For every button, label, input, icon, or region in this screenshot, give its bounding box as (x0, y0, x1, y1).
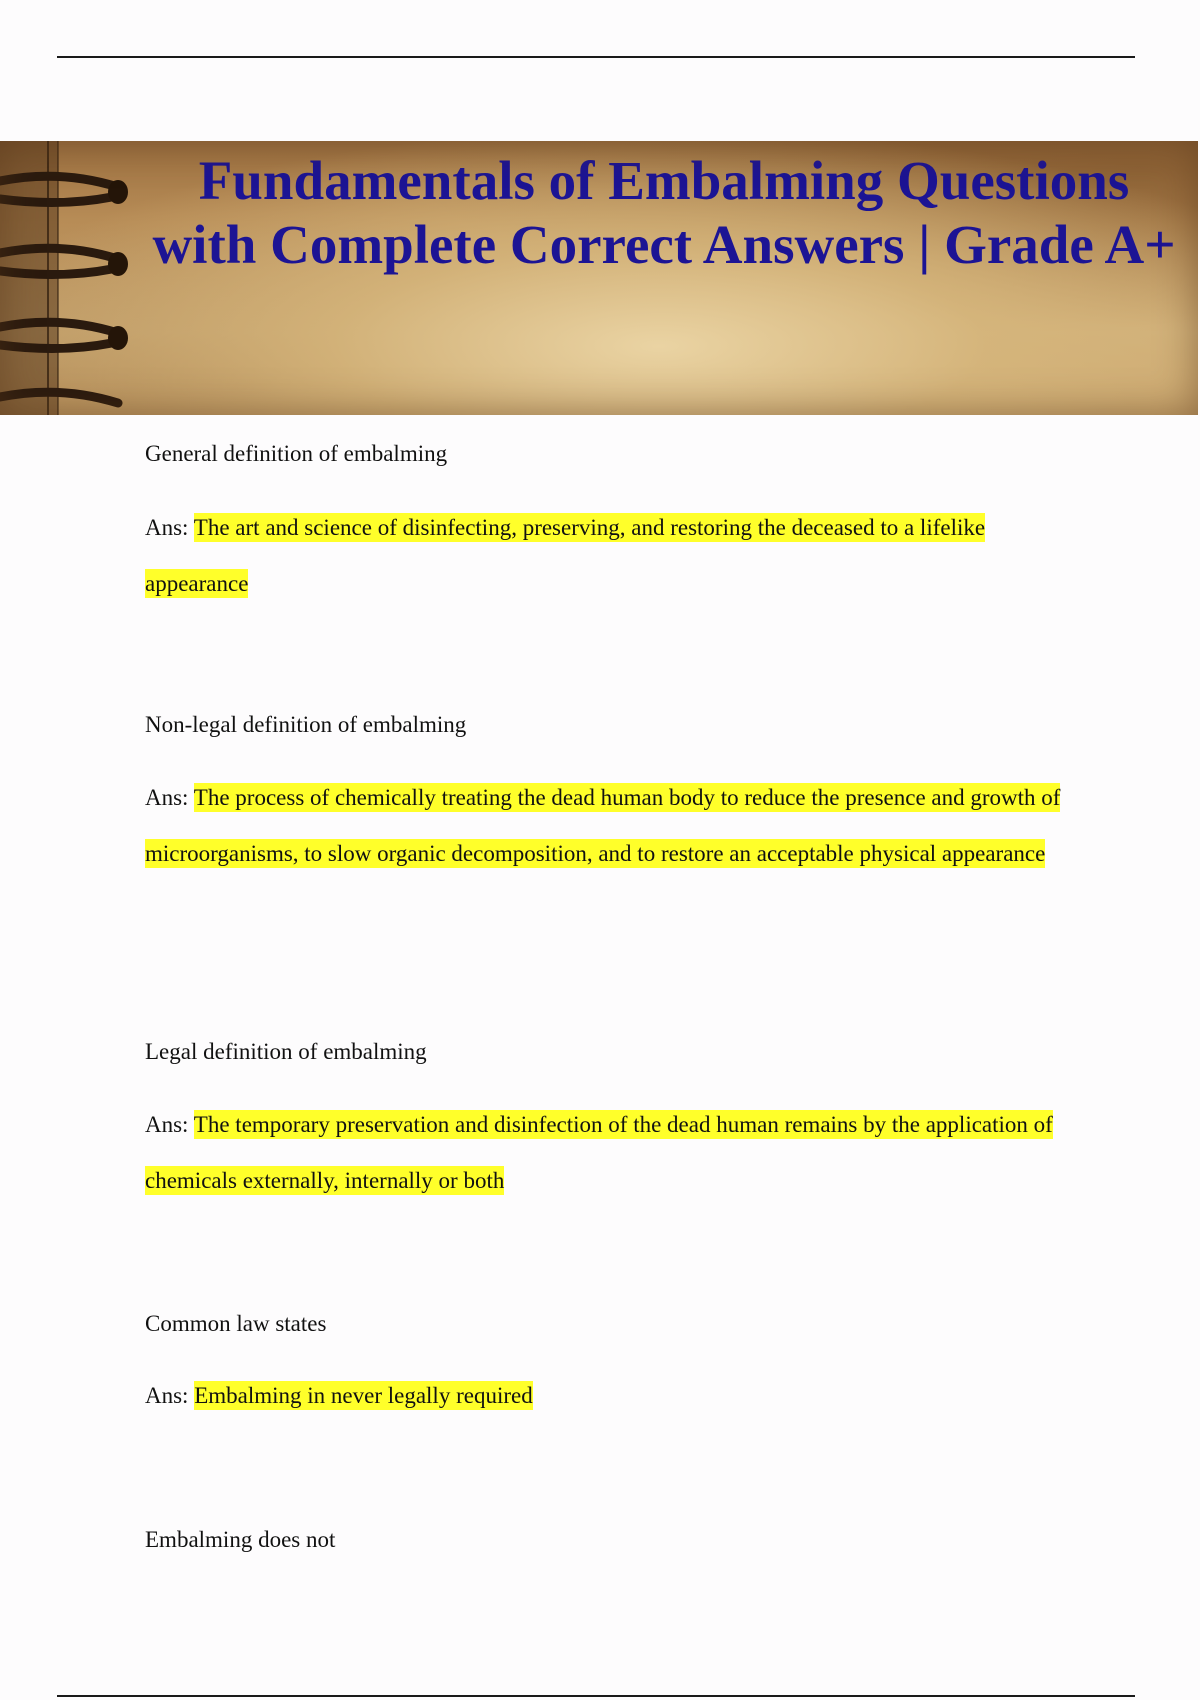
answer-2-text: The process of chemically treating the dead human body to reduce the presence and growth of microorganisms, to slow organic decomposition, and to restore an acceptable physical appearance (145, 785, 1061, 866)
ans-label: Ans: (145, 785, 189, 810)
footer-rule (57, 1695, 1135, 1697)
question-3: Legal definition of embalming (145, 1039, 427, 1064)
answer-3-text: The temporary preservation and disinfection of the dead human remains by the application of chemicals externally, internally or both (145, 1112, 1053, 1193)
question-4: Common law states (145, 1311, 327, 1336)
ans-label: Ans: (145, 1112, 189, 1137)
question-5: Embalming does not (145, 1527, 336, 1552)
answer-4 (145, 1368, 1065, 1424)
answer-3 (145, 1097, 1065, 1209)
spiral-binding-icon (0, 141, 140, 415)
answer-1 (145, 500, 1065, 612)
ans-label: Ans: (145, 1383, 189, 1408)
question-1: General definition of embalming (145, 441, 448, 466)
answer-1-text: The art and science of disinfecting, preserving, and restoring the deceased to a lifelike appearance (145, 515, 986, 596)
document-title: Fundamentals of Embalming Questions with Complete Correct Answers | Grade A+ (152, 150, 1176, 275)
header-rule (57, 56, 1135, 58)
answer-4-text: Embalming in never legally required (194, 1383, 533, 1408)
title-banner (0, 141, 1198, 415)
question-2: Non-legal definition of embalming (145, 712, 467, 737)
ans-label: Ans: (145, 515, 189, 540)
answer-2 (145, 770, 1065, 882)
